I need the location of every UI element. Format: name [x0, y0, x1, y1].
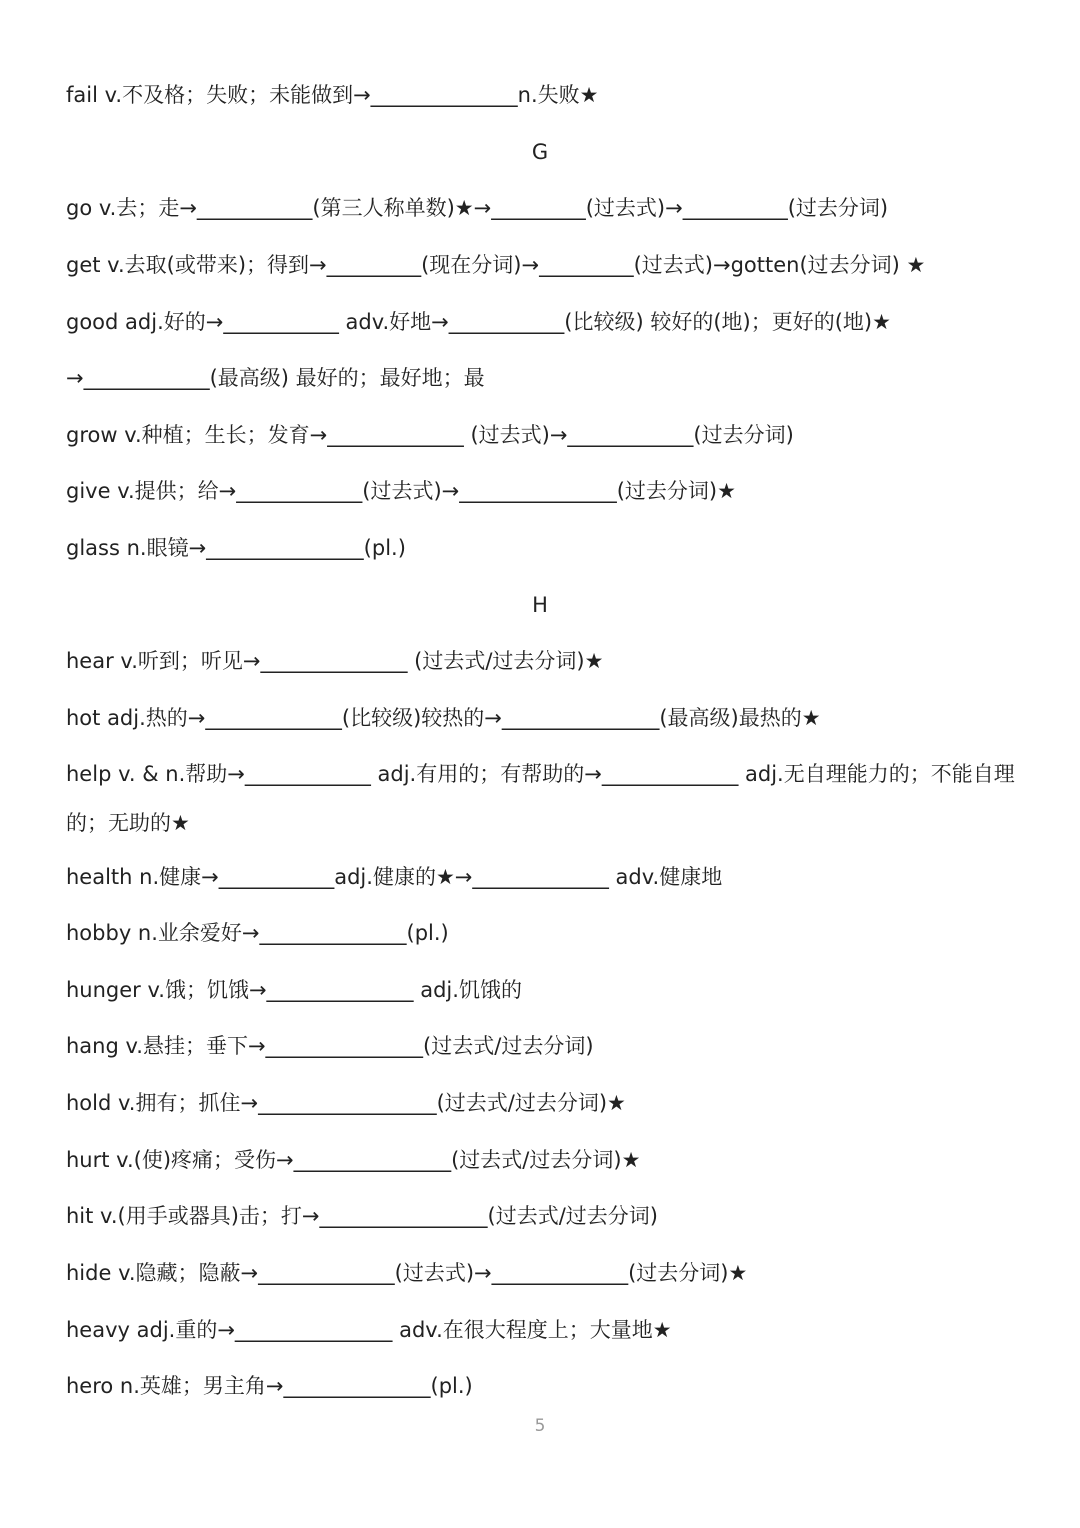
page-number: 5	[534, 1416, 546, 1436]
entry-help: help v. & n.帮助→____________ adj.有用的；有帮助的→_____________ adj.无自理能力的；不能自理的；无助的★	[66, 762, 1015, 835]
entry-hit: hit v.(用手或器具)击；打→________________(过去式/过去分词)	[66, 1204, 658, 1228]
entry-good-2: →____________(最高级) 最好的；最好地；最	[66, 366, 485, 390]
entry-go: go v.去；走→___________(第三人称单数)★→_________(过去式)→__________(过去分词)	[66, 196, 889, 220]
entry-hero: hero n.英雄；男主角→______________(pl.)	[66, 1374, 473, 1398]
entry-hunger: hunger v.饿；饥饿→______________ adj.饥饿的	[66, 978, 522, 1002]
entry-fail: fail v.不及格；失败；未能做到→______________n.失败★	[66, 83, 599, 107]
entry-hobby: hobby n.业余爱好→______________(pl.)	[66, 921, 449, 945]
entry-get: get v.去取(或带来)；得到→_________(现在分词)→_________(过去式)→gotten(过去分词) ★	[66, 253, 926, 277]
entry-health: health n.健康→___________adj.健康的★→_____________ adv.健康地	[66, 865, 723, 889]
entry-hang: hang v.悬挂；垂下→_______________(过去式/过去分词)	[66, 1034, 594, 1058]
entry-hide: hide v.隐藏；隐蔽→_____________(过去式)→_____________(过去分词)★	[66, 1261, 748, 1285]
entry-good-1: good adj.好的→___________ adv.好地→___________(比较级) 较好的(地)；更好的(地)★	[66, 310, 891, 334]
entry-hold: hold v.拥有；抓住→_________________(过去式/过去分词)★	[66, 1091, 626, 1115]
entry-grow: grow v.种植；生长；发育→_____________ (过去式)→____________(过去分词)	[66, 423, 794, 447]
entry-hear: hear v.听到；听见→______________ (过去式/过去分词)★	[66, 649, 604, 673]
section-letter-g: G	[531, 140, 549, 164]
section-letter-h: H	[532, 593, 548, 617]
entry-hot: hot adj.热的→_____________(比较级)较热的→_______________(最高级)最热的★	[66, 706, 821, 730]
entry-give: give v.提供；给→____________(过去式)→_______________(过去分词)★	[66, 479, 736, 503]
entry-hurt: hurt v.(使)疼痛；受伤→_______________(过去式/过去分词)★	[66, 1148, 641, 1172]
entry-heavy: heavy adj.重的→_______________ adv.在很大程度上；大量地★	[66, 1318, 672, 1342]
entry-glass: glass n.眼镜→_______________(pl.)	[66, 536, 406, 560]
